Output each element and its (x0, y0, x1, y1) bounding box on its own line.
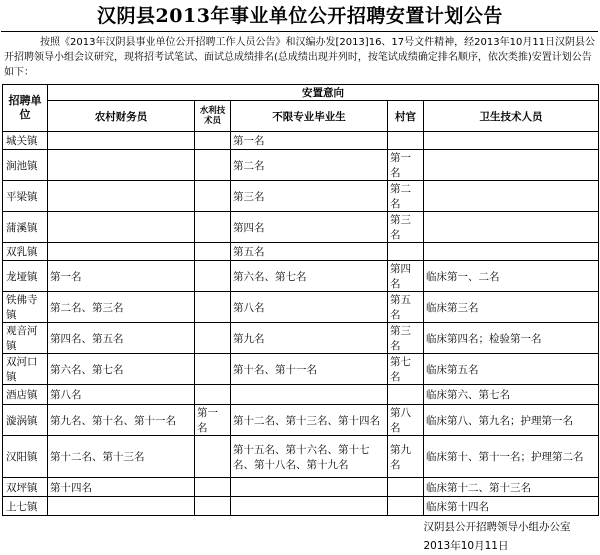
cell-general-graduate: 第八名 (231, 292, 388, 323)
cell-village-official: 第八名 (388, 405, 424, 436)
table-row (3, 405, 599, 436)
cell-general-graduate: 第十名、第十一名 (231, 354, 388, 385)
town-cell: 上七镇 (3, 497, 48, 516)
cell-rural-finance (48, 181, 195, 212)
cell-water-tech (195, 150, 231, 181)
cell-health-tech (424, 212, 599, 243)
cell-health-tech (424, 150, 599, 181)
table-row (3, 150, 599, 181)
cell-rural-finance (48, 497, 195, 516)
footer-office: 汉阴县公开招聘领导小组办公室 (423, 520, 571, 533)
cell-village-official (388, 478, 424, 497)
cell-health-tech: 临床第十、第十一名；护理第二名 (424, 436, 599, 478)
table-body (3, 132, 599, 516)
cell-health-tech: 临床第十四名 (424, 497, 599, 516)
cell-general-graduate: 第九名 (231, 323, 388, 354)
cell-general-graduate: 第十二名、第十三名、第十四名 (231, 405, 388, 436)
page-title: 汉阴县2013年事业单位公开招聘安置计划公告 (97, 5, 503, 27)
cell-rural-finance: 第二名、第三名 (48, 292, 195, 323)
cell-health-tech: 临床第八、第九名；护理第一名 (424, 405, 599, 436)
cell-general-graduate: 第四名 (231, 212, 388, 243)
cell-water-tech (195, 323, 231, 354)
cell-rural-finance: 第八名 (48, 385, 195, 405)
cell-rural-finance: 第六名、第七名 (48, 354, 195, 385)
cell-health-tech: 临床第六、第七名 (424, 385, 599, 405)
cell-general-graduate: 第十五名、第十六名、第十七名、第十八名、第十九名 (231, 436, 388, 478)
cell-water-tech (195, 261, 231, 292)
header-column: 农村财务员 (48, 101, 195, 132)
header-column: 卫生技术人员 (424, 101, 599, 132)
cell-water-tech (195, 354, 231, 385)
cell-general-graduate: 第五名 (231, 243, 388, 261)
cell-health-tech (424, 243, 599, 261)
cell-health-tech: 临床第十二、第十三名 (424, 478, 599, 497)
cell-health-tech: 临床第五名 (424, 354, 599, 385)
cell-rural-finance: 第四名、第五名 (48, 323, 195, 354)
town-cell: 蒲溪镇 (3, 212, 48, 243)
table-row (3, 478, 599, 497)
cell-village-official: 第七名 (388, 354, 424, 385)
cell-rural-finance (48, 243, 195, 261)
cell-water-tech (195, 212, 231, 243)
cell-water-tech (195, 292, 231, 323)
town-cell: 双乳镇 (3, 243, 48, 261)
table-row (3, 323, 599, 354)
footer-spacer (3, 516, 424, 537)
cell-village-official: 第一名 (388, 150, 424, 181)
cell-village-official: 第五名 (388, 292, 424, 323)
town-cell: 龙垭镇 (3, 261, 48, 292)
cell-rural-finance: 第九名、第十名、第十一名 (48, 405, 195, 436)
cell-health-tech: 临床第三名 (424, 292, 599, 323)
cell-village-official (388, 132, 424, 150)
cell-water-tech: 第一名 (195, 405, 231, 436)
placement-table (2, 84, 599, 555)
footer-date: 2013年10月11日 (423, 540, 509, 552)
cell-village-official (388, 385, 424, 405)
title-divider (1, 31, 598, 32)
town-cell: 双河口镇 (3, 354, 48, 385)
table-row (3, 212, 599, 243)
cell-water-tech (195, 478, 231, 497)
town-cell: 涧池镇 (3, 150, 48, 181)
cell-water-tech (195, 436, 231, 478)
cell-general-graduate (231, 478, 388, 497)
cell-general-graduate (231, 497, 388, 516)
town-cell: 酒店镇 (3, 385, 48, 405)
cell-village-official: 第四名 (388, 261, 424, 292)
footer-spacer (3, 537, 424, 555)
table-row (3, 292, 599, 323)
cell-water-tech (195, 497, 231, 516)
cell-rural-finance (48, 212, 195, 243)
cell-village-official: 第三名 (388, 212, 424, 243)
header-column: 水利技术员 (195, 101, 231, 132)
header-column: 村官 (388, 101, 424, 132)
table-row (3, 497, 599, 516)
cell-general-graduate: 第一名 (231, 132, 388, 150)
table-row (3, 243, 599, 261)
cell-general-graduate: 第六名、第七名 (231, 261, 388, 292)
cell-village-official: 第九名 (388, 436, 424, 478)
header-recruiting-unit: 招聘单位 (3, 85, 48, 132)
cell-water-tech (195, 243, 231, 261)
intro-paragraph: 按照《2013年汉阴县事业单位公开招聘工作人员公告》和汉编办发[2013]16、17号文件精神，经2013年10月11日汉阴县公开招聘领导小组会议研究，现将招考试笔试、面试总成绩排名(总成绩出现并列时，按笔试成绩确定排名顺序，依次类推)安置计划公告如下： (4, 37, 596, 78)
cell-health-tech (424, 181, 599, 212)
cell-health-tech: 临床第四名；检验第一名 (424, 323, 599, 354)
cell-water-tech (195, 385, 231, 405)
cell-village-official: 第二名 (388, 181, 424, 212)
cell-rural-finance: 第一名 (48, 261, 195, 292)
town-cell: 汉阳镇 (3, 436, 48, 478)
cell-water-tech (195, 132, 231, 150)
cell-general-graduate (231, 385, 388, 405)
town-cell: 城关镇 (3, 132, 48, 150)
town-cell: 漩涡镇 (3, 405, 48, 436)
table-row (3, 436, 599, 478)
cell-rural-finance (48, 132, 195, 150)
cell-general-graduate: 第二名 (231, 150, 388, 181)
cell-village-official: 第三名 (388, 323, 424, 354)
table-row (3, 181, 599, 212)
town-cell: 双坪镇 (3, 478, 48, 497)
table-row (3, 354, 599, 385)
town-cell: 观音河镇 (3, 323, 48, 354)
header-column: 不限专业毕业生 (231, 101, 388, 132)
cell-rural-finance: 第十四名 (48, 478, 195, 497)
town-cell: 平梁镇 (3, 181, 48, 212)
town-cell: 铁佛寺镇 (3, 292, 48, 323)
cell-village-official (388, 497, 424, 516)
cell-health-tech: 临床第一、二名 (424, 261, 599, 292)
table-row (3, 132, 599, 150)
header-placement-intention: 安置意向 (48, 85, 599, 101)
cell-rural-finance: 第十二名、第十三名 (48, 436, 195, 478)
cell-health-tech (424, 132, 599, 150)
table-row (3, 261, 599, 292)
cell-village-official (388, 243, 424, 261)
cell-water-tech (195, 181, 231, 212)
cell-general-graduate: 第三名 (231, 181, 388, 212)
cell-rural-finance (48, 150, 195, 181)
table-row (3, 385, 599, 405)
